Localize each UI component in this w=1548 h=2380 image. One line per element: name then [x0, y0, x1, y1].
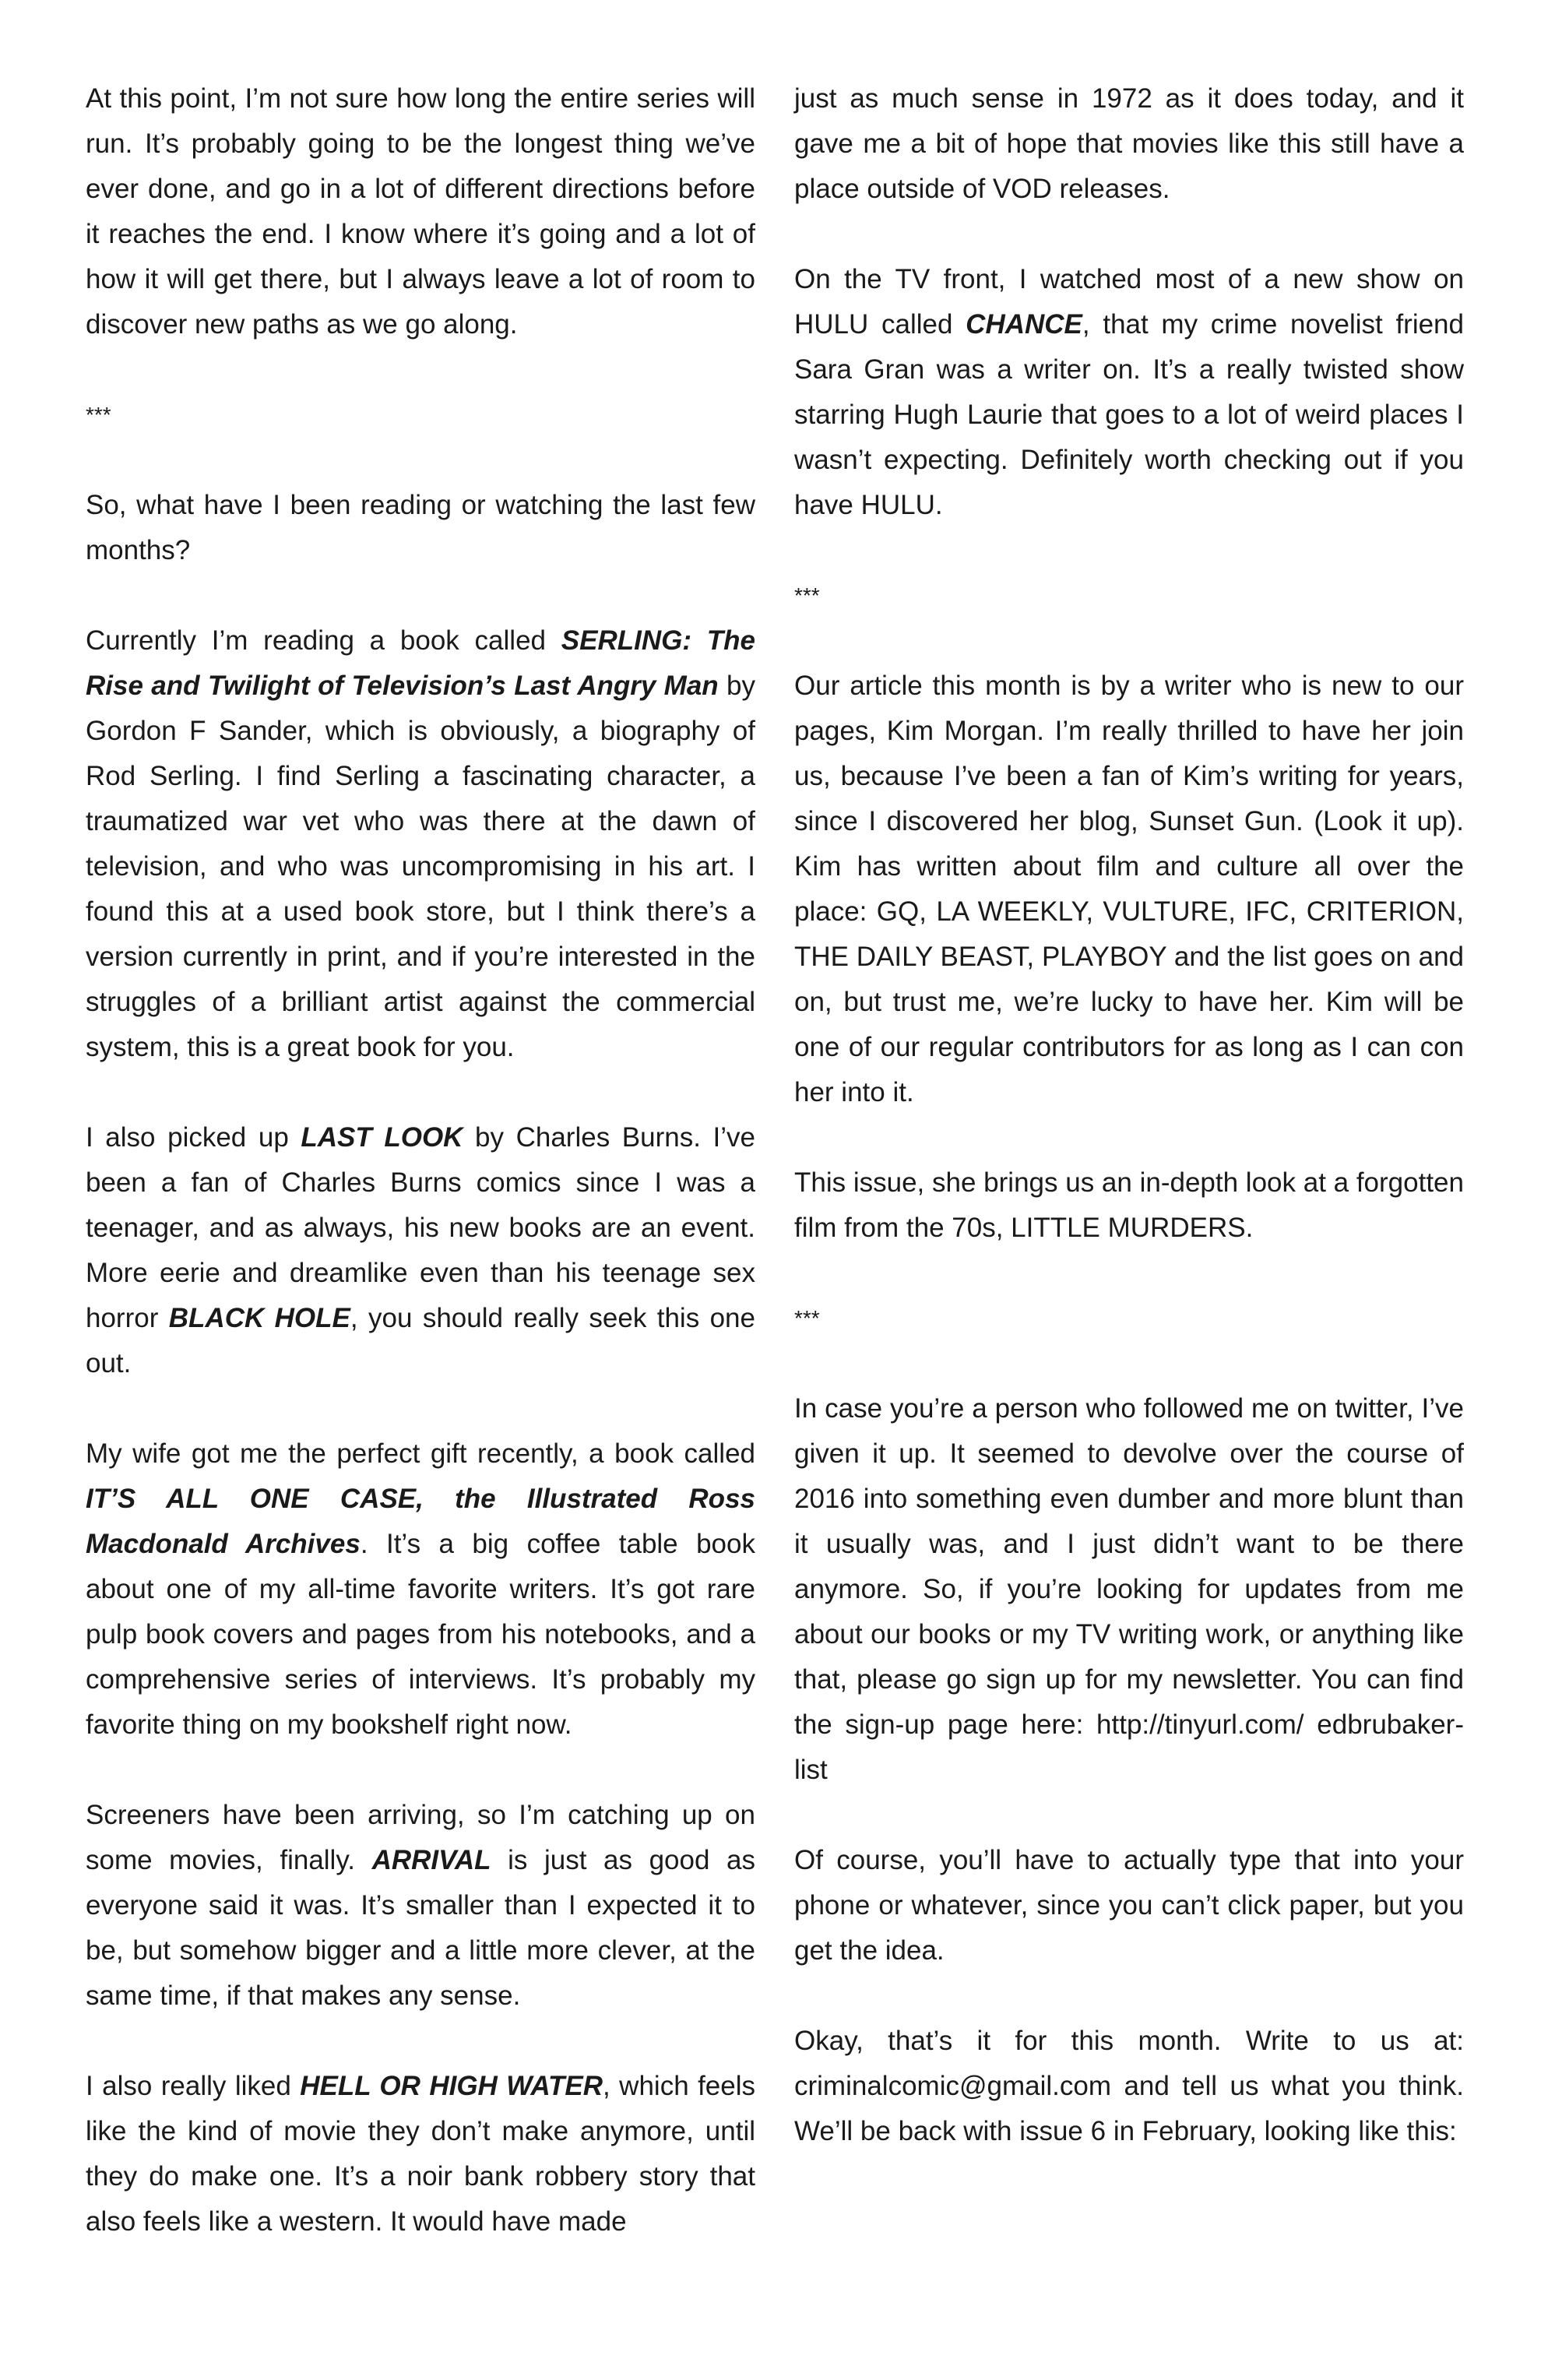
text-run: by Charles Burns. I’ve been a fan of Charles Burns comics since I was a teenager, and as always, his new books are an event. More eerie and dreamlike even than his teenage sex horror — [86, 1122, 755, 1333]
paragraph: Okay, that’s it for this month. Write to us at: criminalcomic@gmail.com and tell us what you think. We’ll be back with issue 6 in February, looking like this: — [794, 2026, 1464, 2146]
book-title: SERLING: The Rise and Twilight of Television’s Last Angry Man — [86, 625, 755, 701]
paragraph — [86, 2064, 755, 2244]
paragraph — [86, 1431, 755, 1748]
text-run: , you should really seek this one out. — [86, 1303, 755, 1378]
paragraph: just as much sense in 1972 as it does today, and it gave me a bit of hope that movies like this still have a place outside of VOD releases. — [794, 83, 1464, 204]
paragraph: In case you’re a person who followed me on twitter, I’ve given it up. It seemed to devolve over the course of 2016 into something even dumber and more blunt than it usually was, and I just didn’t want to be there anymore. So, if you’re looking for updates from me about our books or my TV writing work, or anything like that, please go sign up for my newsletter. You can find the sign-up page here: http://tinyurl.com/ edbrubaker-list — [794, 1393, 1464, 1785]
text-run: is just as good as everyone said it was. It’s smaller than I expected it to be, but somehow bigger and a little more clever, at the same time, if that makes any sense. — [86, 1845, 756, 2011]
paragraph: So, what have I been reading or watching the last few months? — [86, 490, 755, 565]
movie-title: ARRIVAL — [371, 1845, 491, 1875]
text-run: On the TV front, I watched most of a new show on HULU called — [794, 264, 1464, 340]
text-run: , that my crime novelist friend Sara Gran was a writer on. It’s a really twisted show starring Hugh Laurie that goes to a lot of weird places I wasn’t expecting. Definitely worth checking out if you have HULU. — [794, 309, 1464, 520]
show-title: CHANCE — [966, 309, 1082, 340]
text-run: . It’s a big coffee table book about one of my all-time favorite writers. It’s got rare pulp book covers and pages from his notebooks, and a comprehensive series of interviews. It’s probably my favorite thing on my bookshelf right now. — [86, 1529, 755, 1740]
text-run: Currently I’m reading a book called — [86, 625, 561, 656]
text-run: I also picked up — [86, 1122, 301, 1153]
paragraph: At this point, I’m not sure how long the entire series will run. It’s probably going to be the longest thing we’ve ever done, and go in a lot of different directions before it reaches the end. I know where it’s going and a lot of how it will get there, but I always leave a lot of room to discover new paths as we go along. — [86, 83, 755, 340]
movie-title: HELL OR HIGH WATER — [300, 2071, 603, 2101]
paragraph: Our article this month is by a writer who is new to our pages, Kim Morgan. I’m really thrilled to have her join us, because I’ve been a fan of Kim’s writing for years, since I discovered her blog, Sunset Gun. (Look it up). Kim has written about film and culture all over the place: GQ, LA WEEKLY, VULTURE, IFC, CRITERION, THE DAILY BEAST, PLAYBOY and the list goes on and on, but trust me, we’re lucky to have her. Kim will be one of our regular contributors for as long as I can con her into it. — [794, 671, 1464, 1107]
paragraph — [86, 1115, 755, 1386]
section-separator: *** — [794, 583, 820, 607]
section-separator: *** — [794, 1306, 820, 1330]
text-run: Screeners have been arriving, so I’m catching up on some movies, finally. — [86, 1800, 755, 1875]
paragraph: This issue, she brings us an in-depth look at a forgotten film from the 70s, LITTLE MURDERS. — [794, 1167, 1464, 1243]
section-separator: *** — [86, 403, 111, 427]
paragraph: Of course, you’ll have to actually type that into your phone or whatever, since you can’t click paper, but you get the idea. — [794, 1845, 1464, 1966]
text-run: by Gordon F Sander, which is obviously, a biography of Rod Serling. I find Serling a fascinating character, a traumatized war vet who was there at the dawn of television, and who was uncompromising in his art. I found this at a used book store, but I think there’s a version currently in print, and if you’re interested in the struggles of a brilliant artist against the commercial system, this is a great book for you. — [86, 671, 755, 1062]
text-run: I also really liked — [86, 2071, 301, 2101]
paragraph — [86, 618, 755, 1070]
paragraph — [86, 1793, 755, 2019]
book-title: BLACK HOLE — [168, 1303, 350, 1333]
book-title: LAST LOOK — [301, 1122, 463, 1153]
right-column — [794, 76, 1464, 2199]
text-run: My wife got me the perfect gift recently, a book called — [86, 1438, 755, 1469]
paragraph — [794, 257, 1464, 528]
left-column — [86, 76, 755, 2290]
book-title: IT’S ALL ONE CASE, the Illustrated Ross Macdonald Archives — [86, 1484, 755, 1559]
text-run: , which feels like the kind of movie they don’t make anymore, until they do make one. It’s a noir bank robbery story that also feels like a western. It would have made — [86, 2071, 756, 2237]
